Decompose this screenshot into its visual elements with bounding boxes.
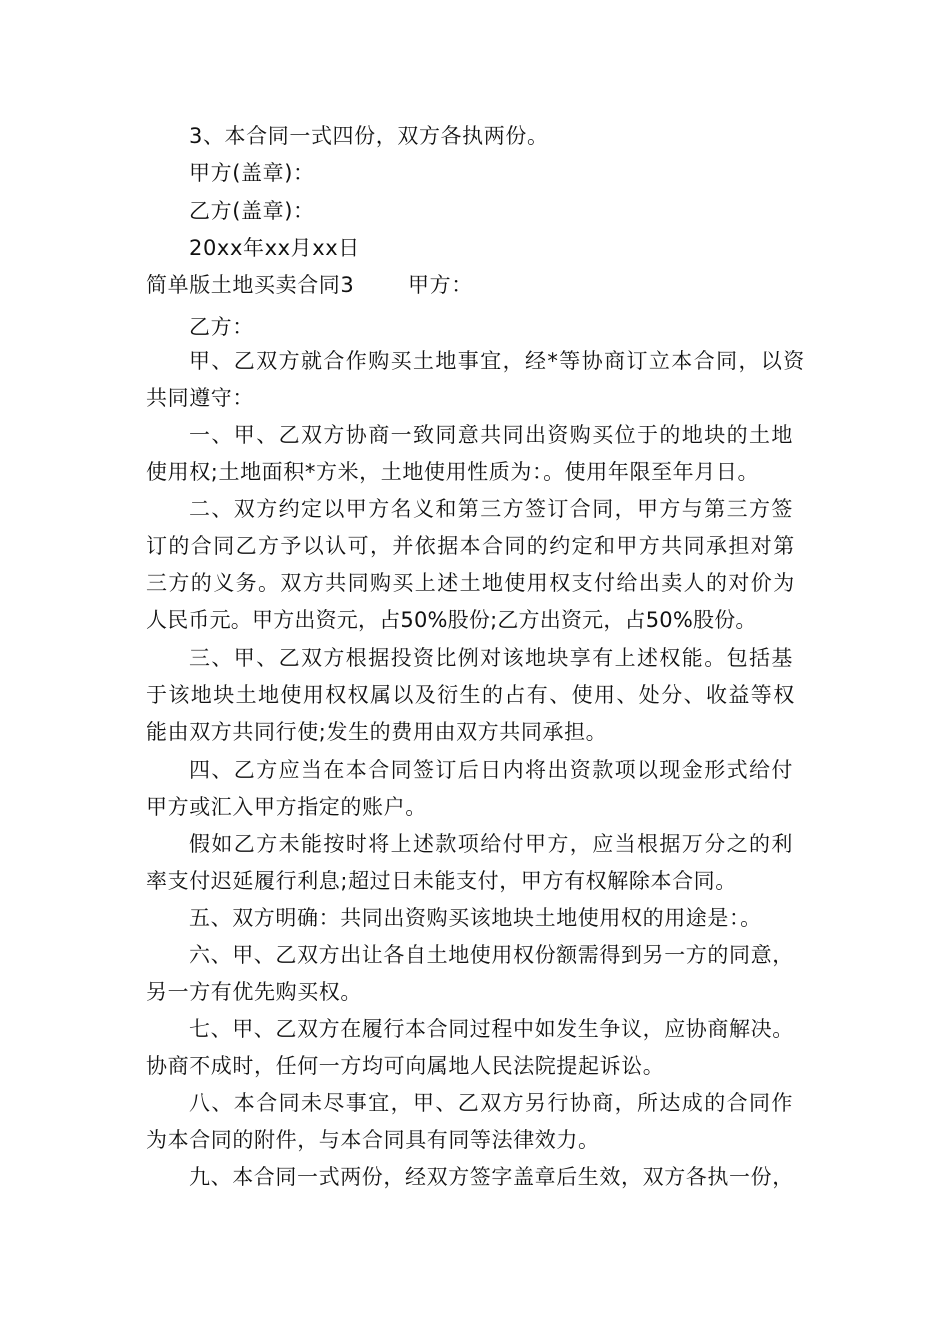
- paragraph-line: 假如乙方未能按时将上述款项给付甲方，应当根据万分之的利: [189, 832, 794, 856]
- paragraph-line: 协商不成时，任何一方均可向属地人民法院提起诉讼。: [146, 1054, 665, 1078]
- date-line: 20xx年xx月xx日: [189, 236, 360, 260]
- paragraph-line: 另一方有优先购买权。: [146, 980, 362, 1004]
- paragraph-line: 为本合同的附件，与本合同具有同等法律效力。: [146, 1128, 600, 1152]
- paragraph-line: 甲方或汇入甲方指定的账户。: [146, 795, 427, 819]
- paragraph-line: 七、甲、乙双方在履行本合同过程中如发生争议，应协商解决。: [189, 1017, 794, 1041]
- paragraph-line: 九、本合同一式两份，经双方签字盖章后生效，双方各执一份，: [189, 1165, 794, 1189]
- paragraph-line: 一、甲、乙双方协商一致同意共同出资购买位于的地块的土地: [189, 423, 794, 447]
- section-title: 简单版土地买卖合同3: [146, 273, 355, 297]
- signature-line-party-b: 乙方(盖章)：: [189, 199, 315, 223]
- signature-line-party-a: 甲方(盖章)：: [189, 161, 315, 185]
- paragraph-line: 三、甲、乙双方根据投资比例对该地块享有上述权能。包括基: [189, 646, 794, 670]
- paragraph-line: 于该地块土地使用权权属以及衍生的占有、使用、处分、收益等权: [146, 683, 796, 707]
- party-a-label: 甲方：: [408, 273, 473, 297]
- paragraph-line: 3、本合同一式四份，双方各执两份。: [189, 124, 549, 148]
- paragraph-line: 人民币元。甲方出资元，占50%股份;乙方出资元，占50%股份。: [146, 608, 757, 632]
- paragraph-line: 率支付迟延履行利息;超过日未能支付，甲方有权解除本合同。: [146, 869, 737, 893]
- paragraph-line: 五、双方明确：共同出资购买该地块土地使用权的用途是：。: [189, 906, 762, 930]
- paragraph-line: 八、本合同未尽事宜，甲、乙双方另行协商，所达成的合同作: [189, 1091, 794, 1115]
- paragraph-line: 六、甲、乙双方出让各自土地使用权份额需得到另一方的同意，: [189, 943, 794, 967]
- paragraph-line: 甲、乙双方就合作购买土地事宜，经*等协商订立本合同，以资: [189, 349, 806, 373]
- paragraph-line: 四、乙方应当在本合同签订后日内将出资款项以现金形式给付: [189, 758, 794, 782]
- party-b-label: 乙方：: [189, 315, 254, 339]
- paragraph-line: 使用权;土地面积*方米，土地使用性质为：。使用年限至年月日。: [146, 460, 760, 484]
- paragraph-line: 二、双方约定以甲方名义和第三方签订合同，甲方与第三方签: [189, 497, 794, 521]
- paragraph-line: 共同遵守：: [146, 386, 254, 410]
- paragraph-line: 三方的义务。双方共同购买上述土地使用权支付给出卖人的对价为: [146, 571, 796, 595]
- paragraph-line: 订的合同乙方予以认可，并依据本合同的约定和甲方共同承担对第: [146, 534, 796, 558]
- paragraph-line: 能由双方共同行使;发生的费用由双方共同承担。: [146, 720, 608, 744]
